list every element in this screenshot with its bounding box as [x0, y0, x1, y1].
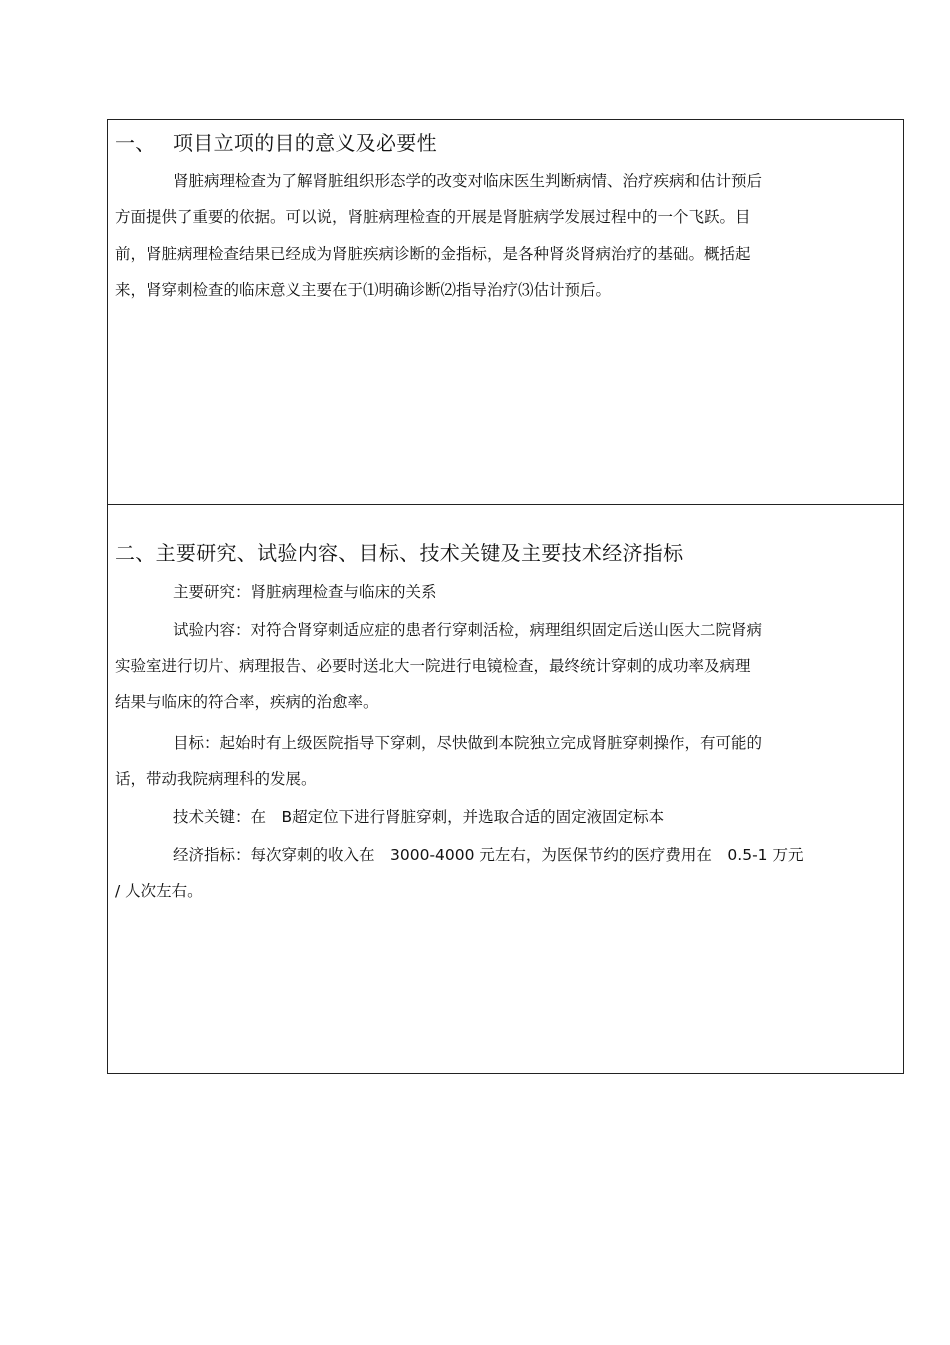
research-line: 主要研究：肾脏病理检查与临床的关系 [173, 583, 437, 601]
document-table [107, 119, 904, 1074]
experiment-line: 试验内容：对符合肾穿刺适应症的患者行穿刺活检，病理组织固定后送山医大二院肾病 [173, 621, 763, 639]
paragraph-line: 方面提供了重要的依据。可以说，肾脏病理检查的开展是肾脏病学发展过程中的一个飞跃。目 [115, 208, 751, 226]
section-1-heading [115, 129, 437, 157]
section-purpose [108, 120, 903, 505]
experiment-line: 结果与临床的符合率，疾病的治愈率。 [115, 693, 379, 711]
paragraph-line: 肾脏病理检查为了解肾脏组织形态学的改变对临床医生判断病情、治疗疾病和估计预后 [173, 172, 763, 190]
goal-line: 目标：起始时有上级医院指导下穿刺，尽快做到本院独立完成肾脏穿刺操作，有可能的 [173, 734, 763, 752]
experiment-line: 实验室进行切片、病理报告、必要时送北大一院进行电镜检查，最终统计穿刺的成功率及病理 [115, 657, 751, 675]
section-2-heading: 二、主要研究、试验内容、目标、技术关键及主要技术经济指标 [115, 541, 684, 565]
section-1-title: 项目立项的目的意义及必要性 [173, 131, 437, 155]
section-1-number: 一、 [115, 131, 156, 155]
section-research [108, 505, 903, 1073]
economic-indicator-line: 经济指标：每次穿刺的收入在 3000-4000 元左右，为医保节约的医疗费用在 0.5-1 万元 [173, 846, 804, 864]
paragraph-line: 前，肾脏病理检查结果已经成为肾脏疾病诊断的金指标，是各种肾炎肾病治疗的基础。概括起 [115, 245, 751, 263]
paragraph-line: 来，肾穿刺检查的临床意义主要在于⑴明确诊断⑵指导治疗⑶估计预后。 [115, 281, 612, 299]
goal-line: 话，带动我院病理科的发展。 [115, 770, 317, 788]
key-technology-line: 技术关键：在 B超定位下进行肾脏穿刺，并选取合适的固定液固定标本 [173, 808, 665, 826]
economic-indicator-line: / 人次左右。 [115, 882, 203, 900]
